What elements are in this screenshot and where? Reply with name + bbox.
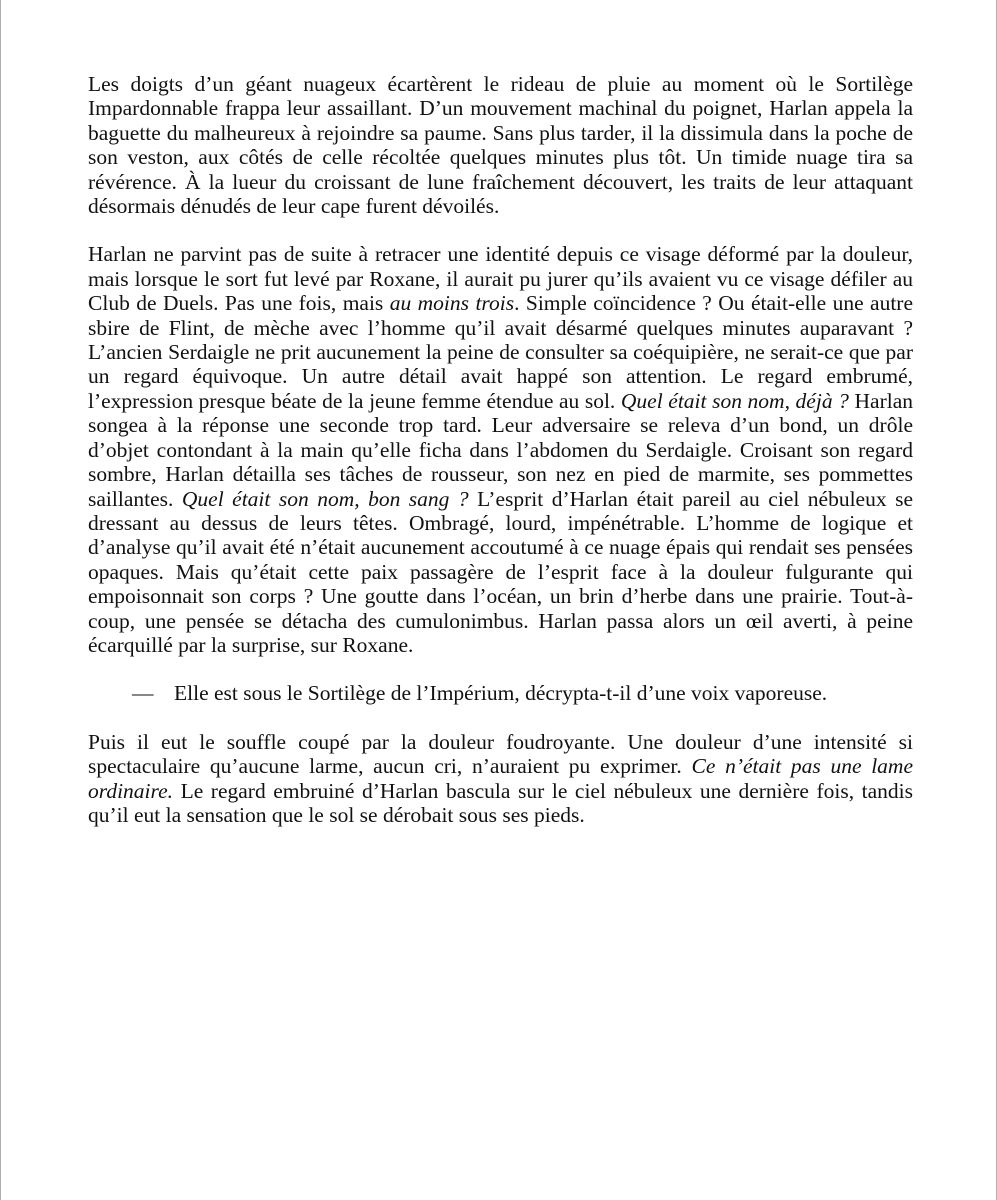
- paragraph-2-italic-3: Quel était son nom, bon sang ?: [181, 486, 469, 511]
- paragraph-1-text: Les doigts d’un géant nuageux écartèrent le rideau de pluie au moment où le Sortilège Impardonnable frappa leur assaillant. D’un mouvement machinal du poignet, Harlan appela la baguette du malheureux à rejoindre sa paume. Sans plus tarder, il la dissimula dans la poche de son veston, aux côtés de celle récoltée quelques minutes plus tôt. Un timide nuage tira sa révérence. À la lueur du croissant de lune fraîchement découvert, les traits de leur attaquant désormais dénudés de leur cape furent dévoilés.: [88, 72, 913, 219]
- dialogue-line: [88, 681, 913, 705]
- paragraph-2-text-2: . Simple coïncidence ? Ou était-elle une autre sbire de Flint, de mèche avec l’homme qu’il avait désarmé quelques minutes auparavant ? L’ancien Serdaigle ne prit aucunement la peine de consulter sa coéquipière, ne serait-ce que par un regard équivoque. Un autre détail avait happé son attention. Le regard embrumé, l’expression presque béate de la jeune femme étendue au sol.: [88, 291, 914, 413]
- paragraph-2-text-1: Harlan ne parvint pas de suite à retracer une identité depuis ce visage déformé par la douleur, mais lorsque le sort fut levé par Roxane, il aurait pu jurer qu’ils avaient vu ce visage défiler au Club de Duels. Pas une fois, mais: [88, 242, 913, 316]
- paragraph-3-italic-1: Ce n’était pas une lame ordinaire.: [88, 754, 913, 803]
- paragraph-2-text-4: L’esprit d’Harlan était pareil au ciel nébuleux se dressant au dessus de leurs têtes. Ombragé, lourd, impénétrable. L’homme de logique et d’analyse qu’il avait été n’était aucunement accoutumé à ce nuage épais qui rendait ses pensées opaques. Mais qu’était cette paix passagère de l’esprit face à la douleur fulgurante qui empoisonnait son corps ? Une goutte dans l’océan, un brin d’herbe dans une prairie. Tout-à-coup, une pensée se détacha des cumulonimbus. Harlan passa alors un œil averti, à peine écarquillé par la surprise, sur Roxane.: [88, 486, 913, 657]
- document-body: [88, 72, 913, 827]
- dialogue-text: Elle est sous le Sortilège de l’Impérium, décrypta-t-il d’une voix vaporeuse.: [174, 681, 828, 706]
- paragraph-3-text-1: Puis il eut le souffle coupé par la douleur foudroyante. Une douleur d’une intensité si spectaculaire qu’aucune larme, aucun cri, n’auraient pu exprimer.: [88, 729, 913, 779]
- paragraph-2-italic-2: Quel était son nom, déjà ?: [620, 388, 849, 413]
- paragraph-3-text-2: Le regard embruiné d’Harlan bascula sur le ciel nébuleux une dernière fois, tandis qu’il eut la sensation que le sol se dérobait sous ses pieds.: [88, 778, 913, 827]
- dialogue-dash: —: [132, 681, 154, 706]
- paragraph-1: [88, 72, 913, 218]
- paragraph-2: [88, 242, 913, 657]
- paragraph-2-italic-1: au moins trois: [389, 291, 515, 316]
- paragraph-3: [88, 730, 913, 828]
- paragraph-2-text-3: Harlan songea à la réponse une seconde trop tard. Leur adversaire se releva d’un bond, un drôle d’objet contondant à la main qu’elle ficha dans l’abdomen du Serdaigle. Croisant son regard sombre, Harlan détailla ses tâches de rousseur, son nez en pied de marmite, ses pommettes saillantes.: [88, 388, 914, 511]
